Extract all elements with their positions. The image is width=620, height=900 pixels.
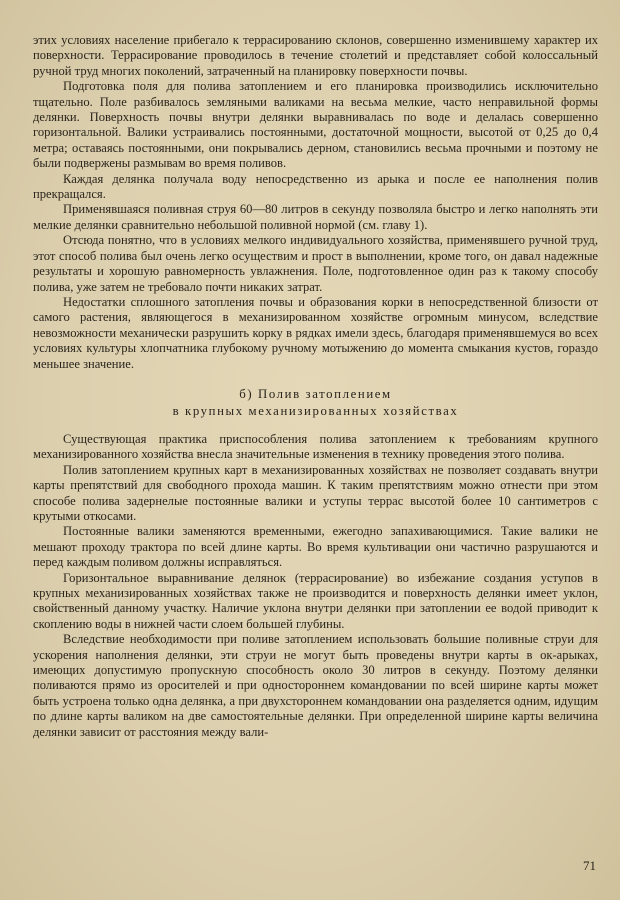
body-text-top [33, 33, 598, 372]
body-text-bottom [33, 432, 598, 740]
paragraph: Вследствие необходимости при поливе затоплением использовать большие поливные струи для ускорения наполнения делянки, эти струи не могут быть проведены внутри карты в ок-арыках, имеющих допустимую пропускную способность около 30 литров в секунду. Поэтому делянки поливаются прямо из оросителей и при одностороннем командовании по всей ширине карты может быть устроена только одна делянка, а при двухстороннем командовании она разделяется одним, идущим по длине карты валиком на две самостоятельные делянки. При определенной ширине карты величина делянки зависит от расстояния между вали- [33, 632, 598, 739]
paragraph: Подготовка поля для полива затоплением и его планировка производились исключительно тщательно. Поле разбивалось земляными валиками на весьма мелкие, часто неправильной формы делянки. Поверхность почвы внутри делянки выравнивалась по воде и делалась совершенно горизонтальной. Валики устраивались постоянными, достаточной мощности, высотой от 0,25 до 0,4 метра; оставаясь постоянными, они покрывались дерном, становились весьма прочными и поэтому не были подвержены размывам во время поливов. [33, 79, 598, 171]
paragraph: этих условиях население прибегало к террасированию склонов, совершенно изменившему характер их поверхности. Террасирование проводилось в течение столетий и представляет собой колоссальный ручной труд многих поколений, затраченный на планировку поверхности почвы. [33, 33, 598, 78]
page-number: 71 [583, 858, 596, 873]
paragraph: Каждая делянка получала воду непосредственно из арыка и после ее наполнения полив прекращался. [33, 171, 598, 202]
section-heading [33, 386, 598, 420]
paragraph: Отсюда понятно, что в условиях мелкого индивидуального хозяйства, применявшего ручной труд, этот способ полива был очень легко осуществим и прост в выполнении, кроме того, он давал надежные результаты и хорошую равномерность увлажнения. Поле, подготовленное один раз к такому способу полива, уже затем не требовало почти никаких затрат. [33, 233, 598, 294]
section-heading-line1: б) Полив затоплением [239, 386, 392, 401]
paragraph: Постоянные валики заменяются временными, ежегодно запахивающимися. Такие валики не мешают проходу трактора по всей длине карты. Во время культивации они частично разрушаются и перед каждым поливом должны исправляться. [33, 524, 598, 570]
paragraph: Существующая практика приспособления полива затоплением к требованиям крупного механизированного хозяйства внесла значительные изменения в технику проведения этого полива. [33, 431, 598, 462]
paragraph: Недостатки сплошного затопления почвы и образования корки в непосредственной близости от самого растения, являющегося в механизированном хозяйстве огромным минусом, вследствие невозможности механически разрушить корку в рядках имели здесь, благодаря применявшемуся во всех условиях культуры хлопчатника глубокому ручному мотыжению до момента смыкания кустов, гораздо меньшее значение. [33, 294, 598, 371]
paragraph: Применявшаяся поливная струя 60—80 литров в секунду позволяла быстро и легко наполнять эти мелкие делянки сравнительно небольшой поливной нормой (см. главу 1). [33, 202, 598, 232]
paragraph: Полив затоплением крупных карт в механизированных хозяйствах не позволяет создавать внутри карты препятствий для свободного прохода машин. К таким препятствиям можно отнести при этом способе полива задернелые постоянные валики и уступы террас высотой более 10 сантиметров с крутыми откосами. [33, 462, 598, 523]
section-heading-line2: в крупных механизированных хозяйствах [172, 403, 459, 418]
paragraph: Горизонтальное выравнивание делянок (террасирование) во избежание создания уступов в крупных механизированных хозяйствах также не производится и поверхность делянки имеет уклон, свойственный данному участку. Наличие уклона внутри делянки при затоплении ее водой приводит к скоплению воды в нижней части слоем большей глубины. [33, 570, 598, 631]
